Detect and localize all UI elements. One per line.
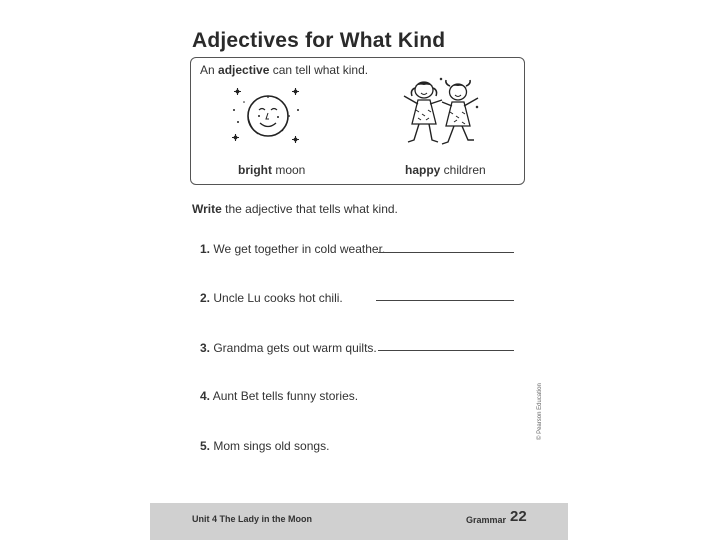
intro-pre: An <box>200 63 219 77</box>
item-number: 4. <box>200 389 211 403</box>
item-number: 5. <box>200 439 211 453</box>
exercise-item-4 <box>200 389 358 403</box>
item-sentence: Aunt Bet tells funny stories. <box>210 389 359 403</box>
footer-section: Grammar <box>466 515 507 525</box>
exercise-item-3 <box>200 341 377 355</box>
copyright-notice: © Pearson Education <box>537 383 543 440</box>
page-footer <box>150 503 568 540</box>
caption-bright-moon <box>238 163 305 177</box>
exercise-item-2 <box>200 291 343 305</box>
instruction-keyword: Write <box>192 202 222 216</box>
instruction-text <box>192 202 398 216</box>
item-number: 2. <box>200 291 211 305</box>
item-sentence: Grandma gets out warm quilts. <box>210 341 377 355</box>
answer-line-1[interactable] <box>378 252 514 253</box>
page-title: Adjectives for What Kind <box>192 29 446 52</box>
answer-line-2[interactable] <box>376 300 514 301</box>
children-illustration <box>398 76 484 154</box>
exercise-item-5 <box>200 439 329 453</box>
caption-noun: moon <box>272 163 306 177</box>
item-sentence: Mom sings old songs. <box>210 439 330 453</box>
moon-illustration <box>228 80 304 152</box>
item-sentence: We get together in cold weather. <box>210 242 386 256</box>
footer-unit: Unit 4 The Lady in the Moon <box>192 514 312 524</box>
intro-keyword: adjective <box>218 63 270 77</box>
item-number: 1. <box>200 242 211 256</box>
caption-adjective: happy <box>405 163 441 177</box>
caption-adjective: bright <box>238 163 272 177</box>
answer-line-3[interactable] <box>378 350 514 351</box>
caption-noun: children <box>440 163 486 177</box>
intro-post: can tell what kind. <box>269 63 369 77</box>
instruction-rest: the adjective that tells what kind. <box>221 202 398 216</box>
item-sentence: Uncle Lu cooks hot chili. <box>210 291 343 305</box>
intro-text <box>200 63 368 77</box>
caption-happy-children <box>405 163 486 177</box>
item-number: 3. <box>200 341 211 355</box>
footer-page-number: 22 <box>510 508 527 525</box>
exercise-item-1 <box>200 242 385 256</box>
